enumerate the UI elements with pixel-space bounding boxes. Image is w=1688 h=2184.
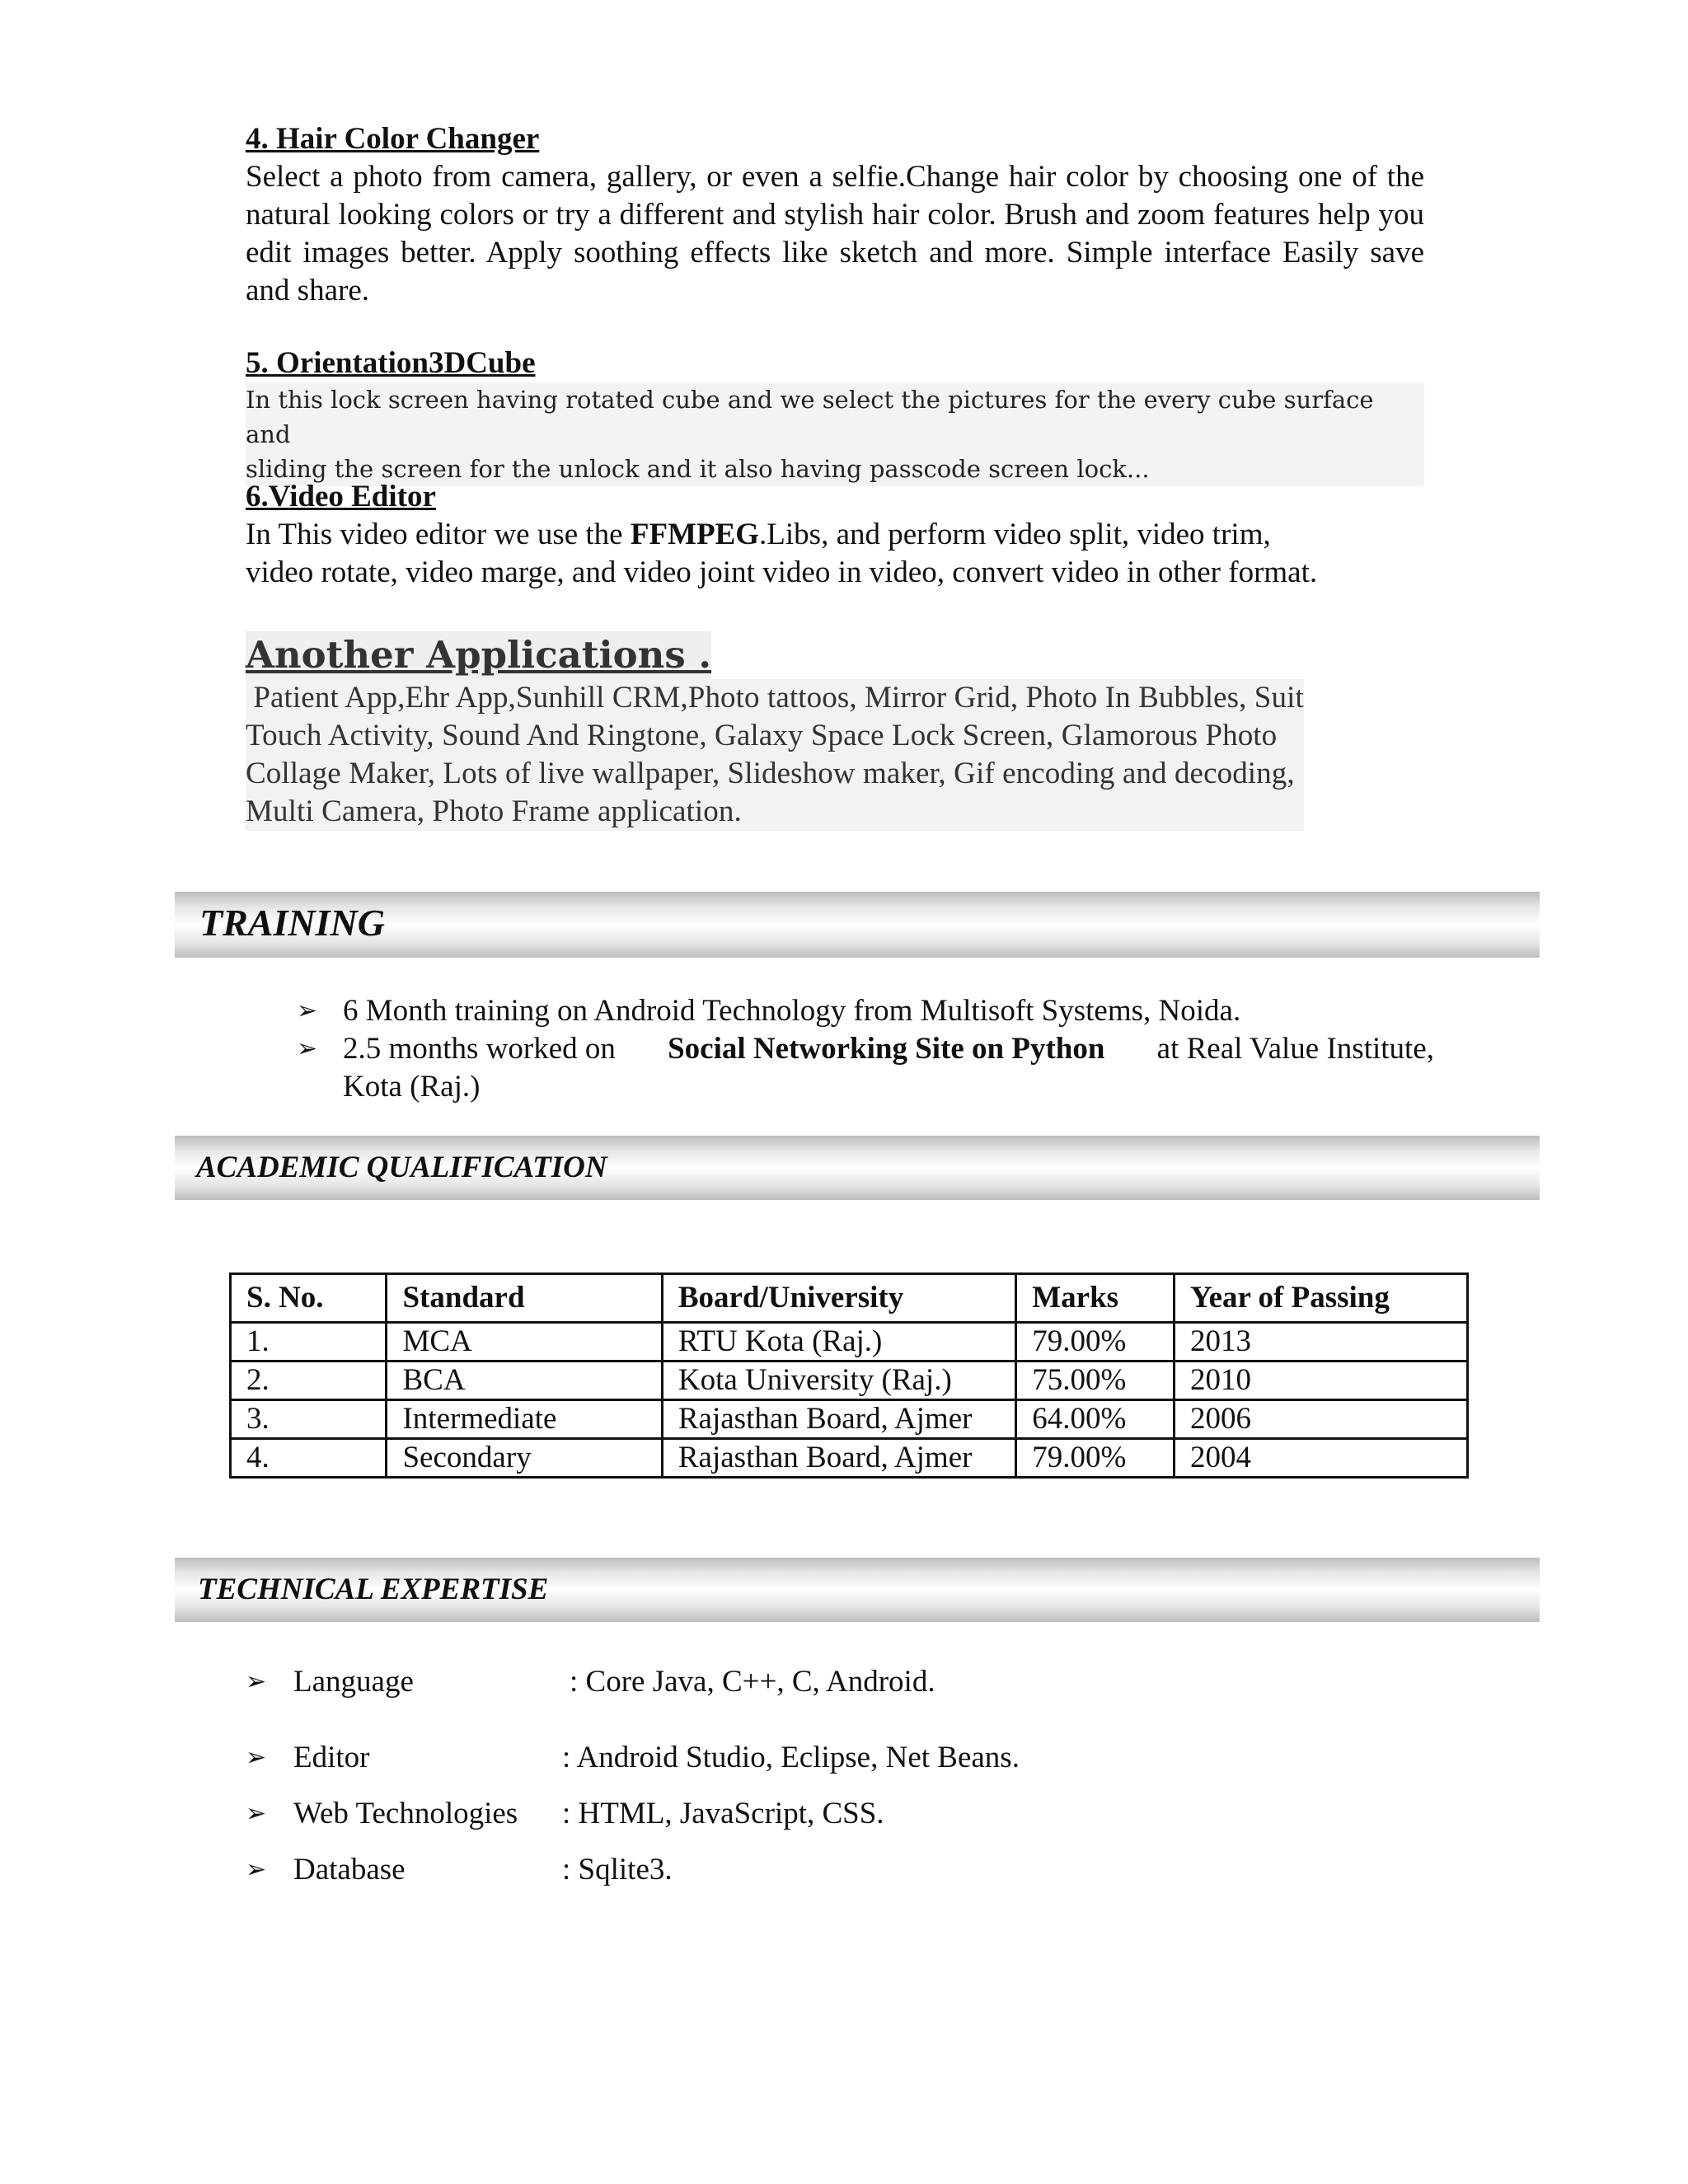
table-cell: 75.00%: [1016, 1361, 1175, 1400]
list-item: [297, 1030, 1434, 1106]
project-hair-color-changer: [246, 120, 1424, 310]
training-line: [343, 1030, 1434, 1068]
section-header-training: [175, 892, 1540, 958]
table-cell: 2006: [1175, 1400, 1468, 1439]
table-cell: Intermediate: [387, 1400, 662, 1439]
bold-term: FFMPEG: [630, 518, 760, 551]
app-line: Multi Camera, Photo Frame application.: [246, 794, 742, 828]
section-title: ACADEMIC QUALIFICATION: [196, 1151, 607, 1184]
another-applications-list: [246, 679, 1304, 831]
table-cell: Kota University (Raj.): [662, 1361, 1015, 1400]
tech-value: : Android Studio, Eclipse, Net Beans.: [562, 1741, 1020, 1774]
column-header: S. No.: [231, 1274, 387, 1323]
tech-label: Language: [293, 1665, 414, 1699]
column-header: Marks: [1016, 1274, 1175, 1323]
column-header: Board/University: [662, 1274, 1015, 1323]
section-title: TRAINING: [199, 902, 385, 944]
table-cell: 79.00%: [1016, 1439, 1175, 1478]
project-title: 6.Video Editor: [246, 480, 436, 513]
table-cell: MCA: [387, 1323, 662, 1361]
app-line: Touch Activity, Sound And Ringtone, Galaxy Space Lock Screen, Glamorous Photo: [246, 719, 1278, 752]
app-line: Patient App,Ehr App,Sunhill CRM,Photo tattoos, Mirror Grid, Photo In Bubbles, Suit: [246, 681, 1304, 715]
another-applications: [246, 631, 1424, 831]
section-header-academic: [175, 1136, 1540, 1200]
arrow-bullet-icon: ➢: [246, 1667, 267, 1696]
academic-table: [229, 1272, 1469, 1479]
table-cell: Rajasthan Board, Ajmer: [662, 1439, 1015, 1478]
table-cell: 2004: [1175, 1439, 1468, 1478]
bold-term: Social Networking Site on Python: [668, 1032, 1105, 1066]
table-cell: Rajasthan Board, Ajmer: [662, 1400, 1015, 1439]
training-text: 2.5 months worked on: [343, 1032, 616, 1066]
table-cell: BCA: [387, 1361, 662, 1400]
project-description: [246, 382, 1424, 486]
table-header-row: [231, 1274, 1468, 1323]
table-row: [231, 1323, 1468, 1361]
table-cell: 64.00%: [1016, 1400, 1175, 1439]
table-cell: 2.: [231, 1361, 387, 1400]
table-cell: Secondary: [387, 1439, 662, 1478]
text-segment: In This video editor we use the: [246, 518, 631, 551]
arrow-bullet-icon: ➢: [297, 996, 318, 1025]
arrow-bullet-icon: ➢: [246, 1855, 267, 1884]
project-orientation3dcube: [246, 344, 1424, 486]
project-title: 5. Orientation3DCube: [246, 346, 536, 380]
tech-value: : Sqlite3.: [562, 1853, 673, 1886]
tech-value: : Core Java, C++, C, Android.: [570, 1665, 935, 1699]
description-line: sliding the screen for the unlock and it also having passcode screen lock...: [246, 455, 1150, 483]
app-line: Collage Maker, Lots of live wallpaper, Slideshow maker, Gif encoding and decoding,: [246, 757, 1295, 790]
training-list: [297, 992, 1434, 1106]
table-cell: RTU Kota (Raj.): [662, 1323, 1015, 1361]
project-description: [246, 516, 1424, 592]
another-applications-title: Another Applications .: [246, 631, 711, 679]
project-description: Select a photo from camera, gallery, or even a selfie.Change hair color by choosing one of the natural looking colors or try a different and stylish hair color. Brush and zoom features help you edit images better. Apply soothing effects like sketch and more. Simple interface Easily save and share.: [246, 160, 1424, 307]
list-item: [297, 992, 1434, 1030]
description-line: In this lock screen having rotated cube and we select the pictures for the every cube surface and: [246, 386, 1374, 448]
training-text: 6 Month training on Android Technology from Multisoft Systems, Noida.: [343, 994, 1241, 1028]
arrow-bullet-icon: ➢: [246, 1743, 267, 1772]
table-cell: 1.: [231, 1323, 387, 1361]
column-header: Standard: [387, 1274, 662, 1323]
table-cell: 79.00%: [1016, 1323, 1175, 1361]
description-line: video rotate, video marge, and video joint video in video, convert video in other format.: [246, 555, 1318, 589]
table-cell: 2013: [1175, 1323, 1468, 1361]
table-row: [231, 1439, 1468, 1478]
table-cell: 4.: [231, 1439, 387, 1478]
training-line: Kota (Raj.): [343, 1070, 481, 1104]
tech-value: : HTML, JavaScript, CSS.: [562, 1797, 884, 1830]
section-title: TECHNICAL EXPERTISE: [198, 1572, 549, 1606]
table-row: [231, 1361, 1468, 1400]
project-title: 4. Hair Color Changer: [246, 122, 540, 156]
arrow-bullet-icon: ➢: [246, 1799, 267, 1828]
table-cell: 3.: [231, 1400, 387, 1439]
text-segment: .Libs, and perform video split, video trim,: [759, 518, 1271, 551]
section-header-technical: [175, 1558, 1540, 1622]
table-row: [231, 1400, 1468, 1439]
description-line: [246, 516, 1424, 554]
project-video-editor: [246, 478, 1424, 592]
tech-label: Web Technologies: [293, 1797, 518, 1830]
training-text: at Real Value Institute,: [1156, 1032, 1434, 1066]
tech-label: Editor: [293, 1741, 370, 1774]
column-header: Year of Passing: [1175, 1274, 1468, 1323]
table-cell: 2010: [1175, 1361, 1468, 1400]
arrow-bullet-icon: ➢: [297, 1034, 318, 1063]
tech-label: Database: [293, 1853, 406, 1886]
